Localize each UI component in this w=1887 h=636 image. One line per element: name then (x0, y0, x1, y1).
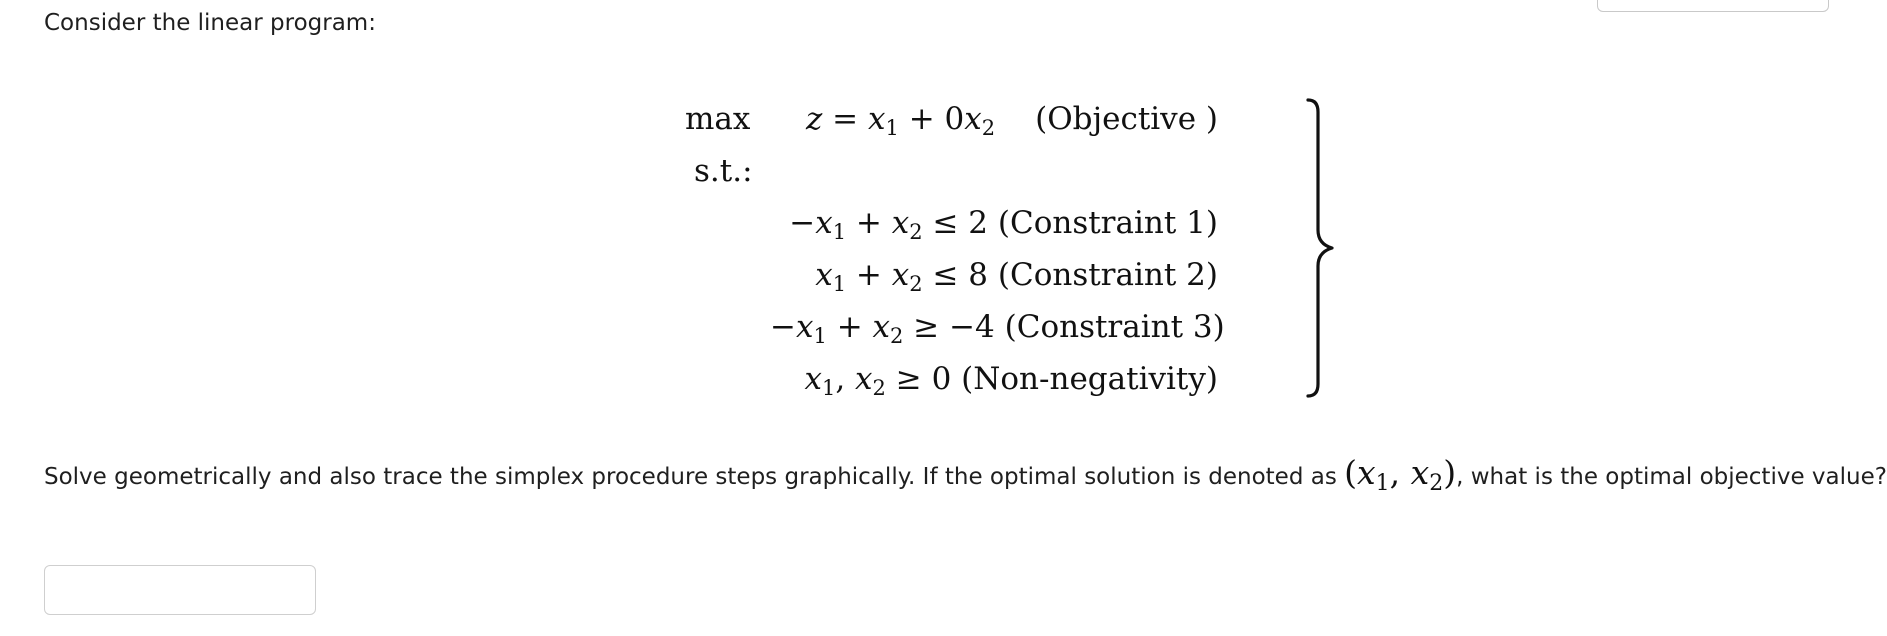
question-text (44, 453, 1887, 496)
z-var: z (805, 101, 823, 137)
x2-var: x (872, 309, 891, 345)
x2-var: x (855, 361, 873, 397)
relation: ≤ 8 (922, 257, 998, 293)
objective-operator: + 0 (898, 101, 965, 137)
x1-var: x (815, 257, 833, 293)
constraint-1-row (770, 205, 1218, 244)
x1-subscript: 1 (1375, 471, 1390, 496)
close-paren: ) (1443, 453, 1457, 492)
constraint-1-label: (Constraint 1) (997, 205, 1218, 241)
relation: ≤ 2 (922, 205, 998, 241)
relation: ≥ 0 (885, 361, 962, 397)
intro-text: Consider the linear program: (44, 10, 376, 36)
question-after: , what is the optimal objective value? (1456, 464, 1887, 490)
x2-var: x (891, 257, 910, 293)
x1-subscript: 1 (821, 376, 836, 400)
open-paren: ( (1344, 453, 1358, 492)
x2-subscript: 2 (872, 376, 886, 400)
x1-var: x (795, 309, 814, 345)
constraint-3-row (770, 309, 1225, 348)
plus-operator: + (846, 205, 892, 241)
plus-operator: + (826, 309, 873, 345)
x2-var: x (891, 205, 910, 241)
minus-sign: − (770, 309, 796, 345)
x2-subscript: 2 (909, 220, 923, 244)
x1-subscript: 1 (813, 324, 827, 348)
solution-notation (1344, 453, 1457, 496)
minus-sign: − (789, 205, 816, 241)
x2-subscript: 2 (1429, 471, 1444, 496)
objective-label: (Objective ) (1035, 101, 1218, 137)
x1-var: x (815, 205, 833, 241)
x2-var: x (1410, 453, 1430, 492)
x1-var: x (868, 101, 886, 137)
right-brace-icon (1300, 98, 1336, 398)
constraint-2-label: (Constraint 2) (997, 257, 1218, 293)
x1-var: x (1357, 453, 1376, 492)
constraint-2-row (770, 257, 1218, 296)
x2-subscript: 2 (981, 116, 996, 140)
answer-input[interactable] (44, 565, 316, 615)
question-before: Solve geometrically and also trace the simplex procedure steps graphically. If the optimal solution is denoted as (44, 464, 1345, 490)
objective-row (770, 101, 1218, 140)
max-label: max (685, 101, 751, 137)
nonnegativity-row (770, 361, 1218, 400)
x1-subscript: 1 (885, 116, 899, 140)
comma-separator: , (1389, 453, 1411, 492)
x1-subscript: 1 (832, 220, 847, 244)
x1-var: x (804, 361, 822, 397)
x2-subscript: 2 (890, 324, 904, 348)
x2-var: x (964, 101, 982, 137)
comma-separator: , (835, 361, 856, 397)
x2-subscript: 2 (909, 272, 923, 296)
x1-subscript: 1 (832, 272, 847, 296)
st-label: s.t.: (694, 153, 753, 189)
constraint-3-label: (Constraint 3) (1004, 309, 1225, 345)
relation: ≥ −4 (903, 309, 1005, 345)
equals-sign: = (822, 101, 869, 137)
nonnegativity-label: (Non-negativity) (961, 361, 1218, 397)
corner-input-box[interactable] (1597, 0, 1829, 12)
plus-operator: + (846, 257, 892, 293)
